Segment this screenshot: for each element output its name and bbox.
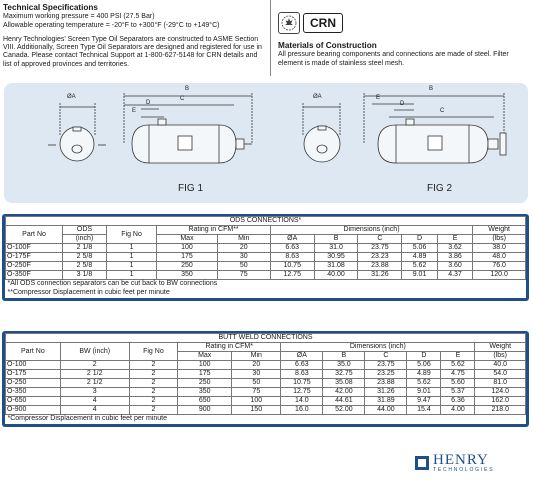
cell-min: 50 [217,262,270,271]
table-row [6,397,526,406]
cell-max: 100 [157,244,217,253]
cell-min: 20 [217,244,270,253]
materials-title: Materials of Construction [278,41,377,50]
cell-e: 3.62 [437,244,472,253]
ods-note-2: **Compressor Displacement in cubic feet per minute [7,289,170,296]
table-row [6,388,526,397]
bw-table-title: BUTT WELD CONNECTIONS [6,334,526,343]
canada-seal-icon [278,12,300,34]
materials-of-construction [278,42,533,68]
col-bw: BW (inch) [60,343,129,361]
cell-a: 16.0 [281,406,323,415]
col-b: B [323,352,365,361]
cell-d: 9.01 [402,271,437,280]
technical-specifications [3,4,267,75]
cell-c: 23.23 [358,253,402,262]
cell-min: 50 [232,379,281,388]
col-weight-unit: (lbs) [473,235,526,244]
cell-min: 150 [232,406,281,415]
cell-e: 3.60 [437,262,472,271]
header-divider [270,0,271,76]
cell-d: 4.89 [407,370,441,379]
cell-e: 5.60 [441,379,475,388]
cell-w: 48.0 [473,253,526,262]
cell-w: 124.0 [475,388,526,397]
cell-max: 250 [157,262,217,271]
cell-min: 75 [217,271,270,280]
cell-fig: 2 [129,388,177,397]
cell-part: O-250F [6,262,63,271]
cell-b: 35.0 [323,361,365,370]
cell-max: 650 [178,397,232,406]
cell-max: 900 [178,406,232,415]
cell-part: O-650 [6,397,61,406]
cell-a: 8.63 [281,370,323,379]
cell-bw: 4 [60,397,129,406]
col-part-no: Part No [6,226,63,244]
materials-text: All pressure bearing components and connections are made of steel. Filter element is made of stainless steel mesh. [278,51,509,67]
cell-d: 9.47 [407,397,441,406]
spec-title: Technical Specifications [3,3,98,12]
col-part-no: Part No [6,343,61,361]
brand-sub: TECHNOLOGIES [433,467,495,473]
dim-b-fig1: B [185,86,190,92]
table-row [6,262,526,271]
dim-a-fig2: ØA [313,94,322,100]
cell-a: 14.0 [281,397,323,406]
table-row [6,370,526,379]
spec-temperature: Allowable operating temperature = -20°F to +300°F (-29°C to +149°C) [3,21,220,29]
cell-c: 31.89 [365,397,407,406]
dim-e-fig2: E [376,95,381,101]
cell-fig: 2 [129,379,177,388]
table-row [6,253,526,262]
cell-c: 23.75 [365,361,407,370]
cell-a: 6.63 [281,361,323,370]
cell-w: 218.0 [475,406,526,415]
ods-connections-table [2,214,529,301]
cell-c: 44.00 [365,406,407,415]
col-d: D [407,352,441,361]
col-max: Max [157,235,217,244]
cell-part: O-175F [6,253,63,262]
cell-part: O-350F [6,271,63,280]
cell-bw: 2 1/2 [60,370,129,379]
fig2-label: FIG 2 [427,183,453,194]
col-fig-no: Fig No [129,343,177,361]
col-rating: Rating in CFM* [178,343,281,352]
cell-d: 15.4 [407,406,441,415]
dim-b-fig2: B [429,86,434,92]
cell-part: O-100F [6,244,63,253]
cell-max: 175 [178,370,232,379]
cell-a: 12.75 [281,388,323,397]
butt-weld-connections-table [2,331,529,427]
cell-b: 42.00 [323,388,365,397]
col-c: C [365,352,407,361]
cell-fig: 2 [129,370,177,379]
cell-min: 30 [217,253,270,262]
col-weight: Weight [475,343,526,352]
crn-badge [278,12,343,34]
col-min: Min [232,352,281,361]
cell-fig: 2 [129,406,177,415]
table-row [6,271,526,280]
cell-fig: 1 [106,244,156,253]
table-row [6,379,526,388]
cell-w: 76.0 [473,262,526,271]
col-a: ØA [270,235,314,244]
cell-b: 32.75 [323,370,365,379]
cell-part: O-350 [6,388,61,397]
cell-a: 10.75 [270,262,314,271]
cell-e: 5.62 [441,361,475,370]
table-row [6,244,526,253]
fig1-label: FIG 1 [178,183,204,194]
henry-logo-icon [415,456,429,470]
cell-d: 9.01 [407,388,441,397]
spec-paragraph: Henry Technologies' Screen Type Oil Separators are constructed to ASME Section VIII. Additionally, Screen Type Oil Separators are designed and registered for use in Canada. Please contact Technical Support at 1-800-627-5148 for CRN details and list of approved provinces and territories. [3,35,262,68]
cell-d: 4.89 [402,253,437,262]
cell-e: 4.00 [441,406,475,415]
cell-max: 350 [157,271,217,280]
cell-e: 5.37 [441,388,475,397]
cell-max: 250 [178,379,232,388]
col-dimensions: Dimensions (inch) [270,226,472,235]
col-fig-no: Fig No [106,226,156,244]
cell-b: 31.0 [314,244,358,253]
cell-min: 100 [232,397,281,406]
col-e: E [441,352,475,361]
cell-bw: 2 [60,361,129,370]
ods-note-1: *All ODS connection separators can be cut back to BW connections [7,280,218,288]
cell-part: O-100 [6,361,61,370]
cell-a: 6.63 [270,244,314,253]
cell-c: 23.88 [365,379,407,388]
dim-e-fig1: E [132,108,137,114]
cell-a: 10.75 [281,379,323,388]
cell-max: 100 [178,361,232,370]
col-min: Min [217,235,270,244]
cell-fig: 1 [106,253,156,262]
col-max: Max [178,352,232,361]
col-b: B [314,235,358,244]
cell-e: 4.75 [441,370,475,379]
col-weight-unit: (lbs) [475,352,526,361]
cell-d: 5.06 [407,361,441,370]
cell-max: 350 [178,388,232,397]
cell-fig: 2 [129,361,177,370]
cell-e: 6.36 [441,397,475,406]
henry-logo [415,453,494,473]
cell-b: 35.08 [323,379,365,388]
cell-part: O-900 [6,406,61,415]
dim-c-fig2: C [440,108,445,114]
col-rating: Rating in CFM** [157,226,271,235]
col-c: C [358,235,402,244]
spec-pressure: Maximum working pressure = 400 PSI (27.5 Bar) [3,13,155,21]
cell-part: O-250 [6,379,61,388]
cell-ods: 3 1/8 [63,271,107,280]
col-a: ØA [281,352,323,361]
cell-c: 23.88 [358,262,402,271]
dim-d-fig1: D [146,100,151,106]
bw-note-1: *Compressor Displacement in cubic feet per minute [7,415,168,423]
ods-table-title: ODS CONNECTIONS* [6,217,526,226]
cell-a: 8.63 [270,253,314,262]
cell-w: 120.0 [473,271,526,280]
cell-a: 12.75 [270,271,314,280]
cell-b: 52.00 [323,406,365,415]
cell-bw: 4 [60,406,129,415]
cell-fig: 1 [106,271,156,280]
cell-bw: 2 1/2 [60,379,129,388]
cell-ods: 2 5/8 [63,262,107,271]
cell-min: 30 [232,370,281,379]
cell-c: 31.26 [365,388,407,397]
cell-c: 31.26 [358,271,402,280]
col-dimensions: Dimensions (inch) [281,343,475,352]
dim-d-fig2: D [400,101,405,107]
cell-part: O-175 [6,370,61,379]
crn-label: CRN [303,13,343,33]
cell-min: 75 [232,388,281,397]
cell-w: 38.0 [473,244,526,253]
dim-c-fig1: C [180,96,185,102]
table-row [6,361,526,370]
cell-fig: 2 [129,397,177,406]
cell-b: 31.08 [314,262,358,271]
col-weight: Weight [473,226,526,235]
cell-c: 23.25 [365,370,407,379]
col-ods-unit: (inch) [63,235,107,244]
col-e: E [437,235,472,244]
brand-name: HENRY [433,452,489,468]
cell-e: 4.37 [437,271,472,280]
col-ods: ODS [63,226,107,235]
cell-w: 162.0 [475,397,526,406]
table-row [6,406,526,415]
cell-b: 40.00 [314,271,358,280]
cell-b: 30.95 [314,253,358,262]
separator-drawings [4,83,528,203]
cell-e: 3.86 [437,253,472,262]
cell-fig: 1 [106,262,156,271]
cell-min: 20 [232,361,281,370]
cell-ods: 2 5/8 [63,253,107,262]
cell-max: 175 [157,253,217,262]
cell-w: 54.0 [475,370,526,379]
col-d: D [402,235,437,244]
cell-c: 23.75 [358,244,402,253]
cell-w: 40.0 [475,361,526,370]
cell-d: 5.62 [402,262,437,271]
cell-d: 5.06 [402,244,437,253]
dim-a-fig1: ØA [67,94,76,100]
cell-b: 44.61 [323,397,365,406]
cell-w: 81.0 [475,379,526,388]
cell-ods: 2 1/8 [63,244,107,253]
cell-d: 5.62 [407,379,441,388]
cell-bw: 3 [60,388,129,397]
